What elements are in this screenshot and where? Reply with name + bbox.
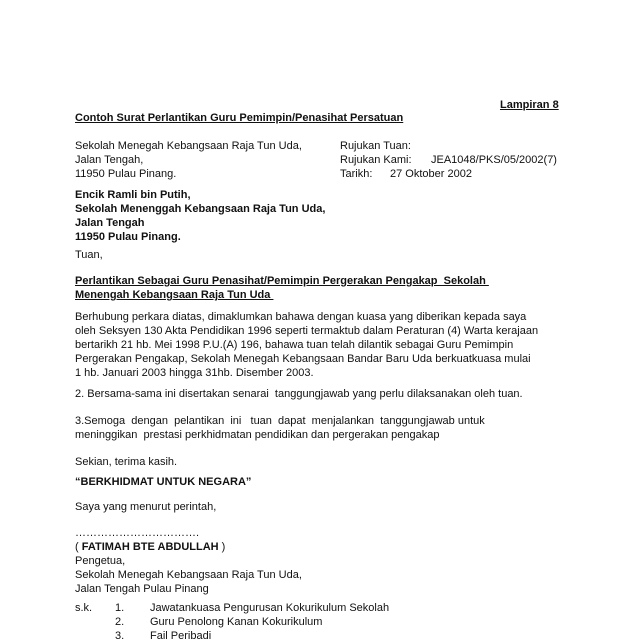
lampiran-label: Lampiran 8 (500, 99, 559, 111)
tarikh-row (340, 167, 600, 181)
rujukan-tuan-label: Rujukan Tuan: (340, 140, 411, 152)
closing-text: Sekian, terima kasih. (75, 456, 178, 468)
signer-line: Jalan Tengah Pulau Pinang (75, 583, 209, 595)
recipient-address (75, 188, 325, 244)
paragraph-line: 2. Bersama-sama ini disertakan senarai tanggungjawab yang perlu dilaksanakan oleh tuan. (75, 388, 523, 400)
paragraph-3 (75, 414, 565, 442)
paragraph-2 (75, 387, 565, 401)
rujukan-kami-value: JEA1048/PKS/05/2002(7) (431, 154, 557, 166)
tarikh-value: 27 Oktober 2002 (390, 168, 472, 180)
recipient-line: 11950 Pulau Pinang. (75, 231, 181, 243)
sender-line: 11950 Pulau Pinang. (75, 168, 177, 180)
obey-text: Saya yang menurut perintah, (75, 501, 217, 513)
sk-item-text: Guru Penolong Kanan Kokurikulum (150, 616, 323, 628)
signer-paren-close: ) (218, 541, 226, 553)
signer-paren-open: ( (75, 541, 82, 553)
rujukan-kami-label: Rujukan Kami: (340, 154, 412, 166)
recipient-line: Encik Ramli bin Putih, (75, 189, 191, 201)
signer-name (75, 540, 225, 554)
signer-name-text: FATIMAH BTE ABDULLAH (81, 541, 219, 553)
sender-line: Jalan Tengah, (75, 154, 144, 166)
paragraph-line: oleh Seksyen 130 Akta Pendidikan 1996 seperti termaktub dalam Peraturan (4) Warta kerajaan (75, 325, 539, 337)
sk-item-text: Fail Peribadi (150, 630, 212, 642)
sender-line: Sekolah Menegah Kebangsaan Raja Tun Uda, (75, 140, 302, 152)
signer-details (75, 554, 302, 596)
signer-line: Sekolah Menegah Kebangsaan Raja Tun Uda, (75, 569, 302, 581)
document-title: Contoh Surat Perlantikan Guru Pemimpin/Penasihat Persatuan (75, 112, 404, 124)
subject-line: Perlantikan Sebagai Guru Penasihat/Pemimpin Pergerakan Pengakap Sekolah (75, 275, 489, 287)
paragraph-line: 1 hb. Januari 2003 hingga 31hb. Disember 2003. (75, 367, 314, 379)
sk-item-text: Jawatankuasa Pengurusan Kokurikulum Sekolah (150, 602, 390, 614)
sk-item-number: 1. (115, 602, 125, 614)
subject-heading (75, 274, 489, 302)
paragraph-1 (75, 310, 565, 380)
recipient-line: Jalan Tengah (75, 217, 145, 229)
paragraph-line: 3.Semoga dengan pelantikan ini tuan dapat menjalankan tanggungjawab untuk (75, 415, 485, 427)
motto: “BERKHIDMAT UNTUK NEGARA” (75, 476, 252, 488)
tarikh-label: Tarikh: (340, 168, 373, 180)
sender-address (75, 139, 345, 181)
salutation: Tuan, (75, 249, 103, 261)
paragraph-line: bertarikh 21 hb. Mei 1998 P.U.(A) 196, bahawa tuan telah dilantik sebagai Guru Pemimpin (75, 339, 514, 351)
signer-line: Pengetua, (75, 555, 126, 567)
signature-line: ……………………………. (75, 527, 200, 539)
paragraph-line: Berhubung perkara diatas, dimaklumkan bahawa dengan kuasa yang diberikan kepada saya (75, 311, 527, 323)
rujukan-tuan-row (340, 139, 600, 153)
sk-label: s.k. (75, 602, 93, 614)
rujukan-kami-row (340, 153, 600, 167)
paragraph-line: meninggikan prestasi perkhidmatan pendidikan dan pergerakan pengakap (75, 429, 440, 441)
subject-line: Menengah Kebangsaan Raja Tun Uda (75, 289, 274, 301)
sk-item-number: 3. (115, 630, 125, 642)
paragraph-line: Pergerakan Pengakap, Sekolah Menegah Kebangsaan Bandar Baru Uda berkuatkuasa mulai (75, 353, 531, 365)
reference-block (340, 139, 600, 181)
recipient-line: Sekolah Menenggah Kebangsaan Raja Tun Uda, (75, 203, 326, 215)
sk-item-number: 2. (115, 616, 125, 628)
